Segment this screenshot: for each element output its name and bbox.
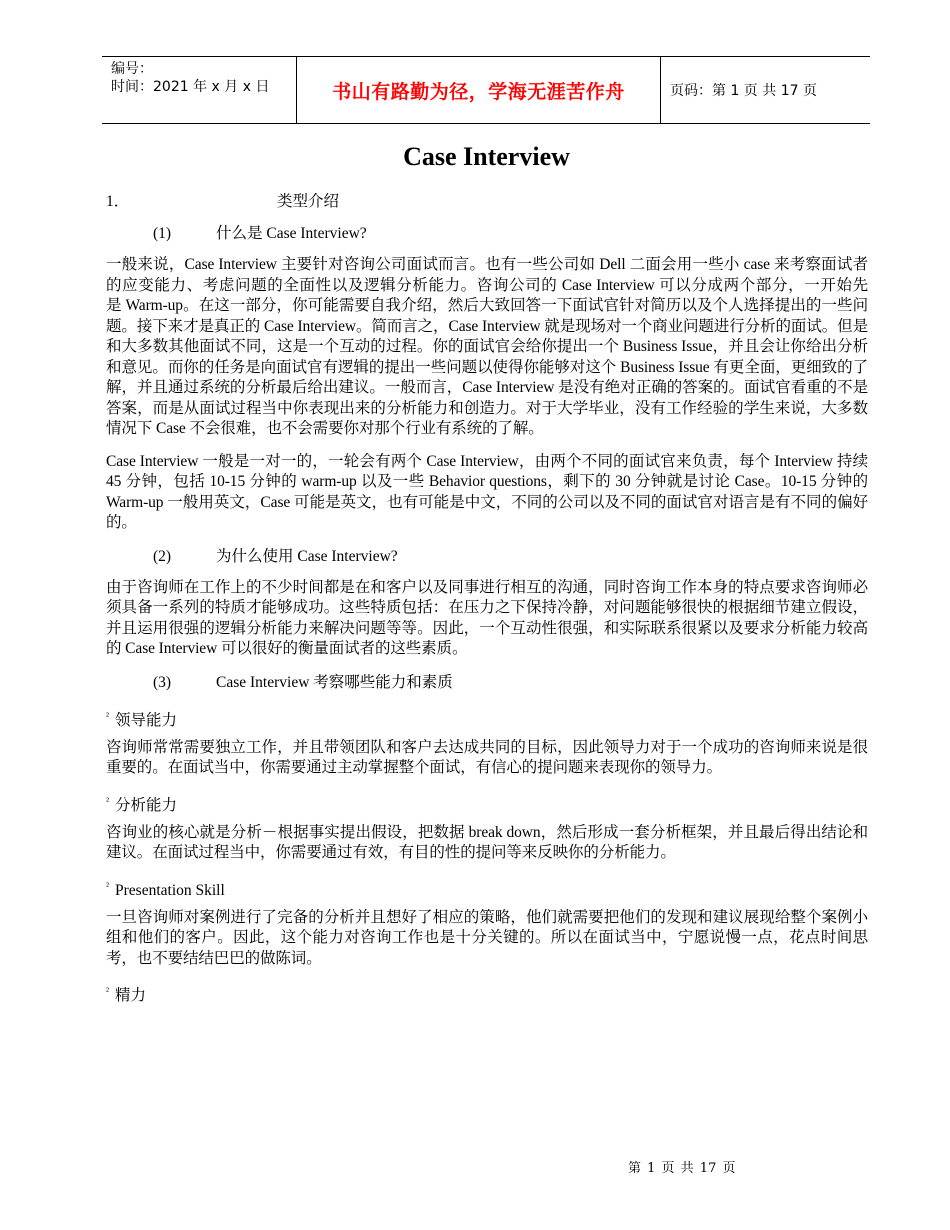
paragraph: 咨询师常常需要独立工作，并且带领团队和客户去达成共同的目标，因此领导力对于一个成功的咨询师来说是很重要的。在面试当中，你需要通过主动掌握整个面试，有信心的提问题来表现你的领导力。 [106, 738, 868, 776]
bullet-item [106, 981, 868, 1003]
subheading-number: (3) [153, 673, 172, 691]
paragraph: 一般来说，Case Interview 主要针对咨询公司面试而言。也有一些公司如 Dell 二面会用一些小 case 来考察面试者的应变能力、考虑问题的全面性以及逻辑分析能力。咨询公司的 Case Interview 可以分成两个部分，一开始先 是 Warm-up。在这一部分，你可能需要自我介绍，然后大致回答一下面试官针对简历以及个人选择提出的一些问题。接下来才是真正的 Case Interview。简而言之，Case Interview 就是现场对一个商业问题进行分析的面试。但是和大多数其他面试不同，这是一个互动的过程。你的面试官会给你提出一个 Business Issue，并且会让你给出分析和意见。而你的任务是向面试官有逻辑的提出一些问题以使得你能够对这个 Business Issue 有更全面，更细致的了解，并且通过系统的分析最后给出建议。一般而言，Case Interview 是没有绝对正确的答案的。面试官看重的不是答案，而是从面试过程当中你表现出来的分析能力和创造力。对于大学毕业，没有工作经验的学生来说，大多数情况下 Case 不会很难，也不会需要你对那个行业有系统的了解。 [106, 256, 944, 437]
header-meta [102, 57, 297, 123]
section-title: 类型介绍 [277, 193, 340, 210]
time-label: 时间：2021 年 x 月 x 日 [111, 79, 270, 95]
paragraph: 咨询业的核心就是分析－根据事实提出假设，把数据 break down，然后形成一套分析框架，并且最后得出结论和建议。在面试过程当中，你需要通过有效，有目的性的提问等来反映你的分析能力。 [106, 823, 868, 861]
section-number: 1． [106, 193, 130, 210]
bullet-text: 领导能力 [115, 711, 178, 729]
page-header [102, 56, 870, 124]
subheading-3 [106, 672, 868, 694]
subheading-2 [106, 546, 868, 568]
document-title: Case Interview [403, 142, 570, 171]
bullet-item [106, 791, 868, 813]
bullet-item [106, 706, 868, 728]
subheading-text: 什么是 Case Interview? [216, 225, 367, 242]
bullet-text: 精力 [115, 987, 147, 1005]
section-heading [106, 190, 868, 214]
paragraph: 一旦咨询师对案例进行了完备的分析并且想好了相应的策略，他们就需要把他们的发现和建议展现给整个案例小组和他们的客户。因此，这个能力对咨询工作也是十分关键的。所以在面试当中，宁愿说慢一点，花点时间思考，也不要结结巴巴的做陈词。 [106, 908, 868, 967]
paragraph: Case Interview 一般是一对一的，一轮会有两个 Case Interview，由两个不同的面试官来负责，每个 Interview 持续 45 分钟，包括 10-15 分钟的 warm-up 以及一些 Behavior questions，剩下的 30 分钟就是讨论 Case。10-15 分钟的 Warm-up 一般用英文，Case 可能是英文，也有可能是中文，不同的公司以及不同的面试官对语言是有不同的偏好的。 [106, 452, 868, 531]
subheading-text: 为什么使用 Case Interview? [216, 547, 398, 565]
document-body [106, 190, 944, 1005]
subheading-number: (1) [153, 225, 172, 242]
bullet-text: Presentation Skill [115, 881, 225, 899]
code-label: 编号： [111, 61, 153, 77]
subheading-1 [106, 223, 868, 245]
subheading-number: (2) [153, 547, 172, 565]
paragraph: 由于咨询师在工作上的不少时间都是在和客户以及同事进行相互的沟通，同时咨询工作本身的特点要求咨询师必须具备一系列的特质才能够成功。这些特质包括：在压力之下保持冷静，对问题能够很快的根据细节建立假设，并且运用很强的逻辑分析能力来解决问题等等。因此，一个互动性很强，和实际联系很紧以及要求分析能力较高的 Case Interview 可以很好的衡量面试者的这些素质。 [106, 578, 868, 657]
bullet-mark: ² [106, 880, 109, 892]
header-motto: 书山有路勤为径，学海无涯苦作舟 [297, 57, 661, 123]
header-page-info: 页码：第 1 页 共 17 页 [670, 83, 817, 99]
subheading-text: Case Interview 考察哪些能力和素质 [216, 673, 453, 691]
bullet-mark: ² [106, 795, 109, 807]
bullet-mark: ² [106, 710, 109, 722]
bullet-item [106, 876, 868, 898]
bullet-text: 分析能力 [115, 796, 178, 814]
page-footer: 第 1 页 共 17 页 [628, 1161, 736, 1176]
bullet-mark: ² [106, 986, 109, 997]
